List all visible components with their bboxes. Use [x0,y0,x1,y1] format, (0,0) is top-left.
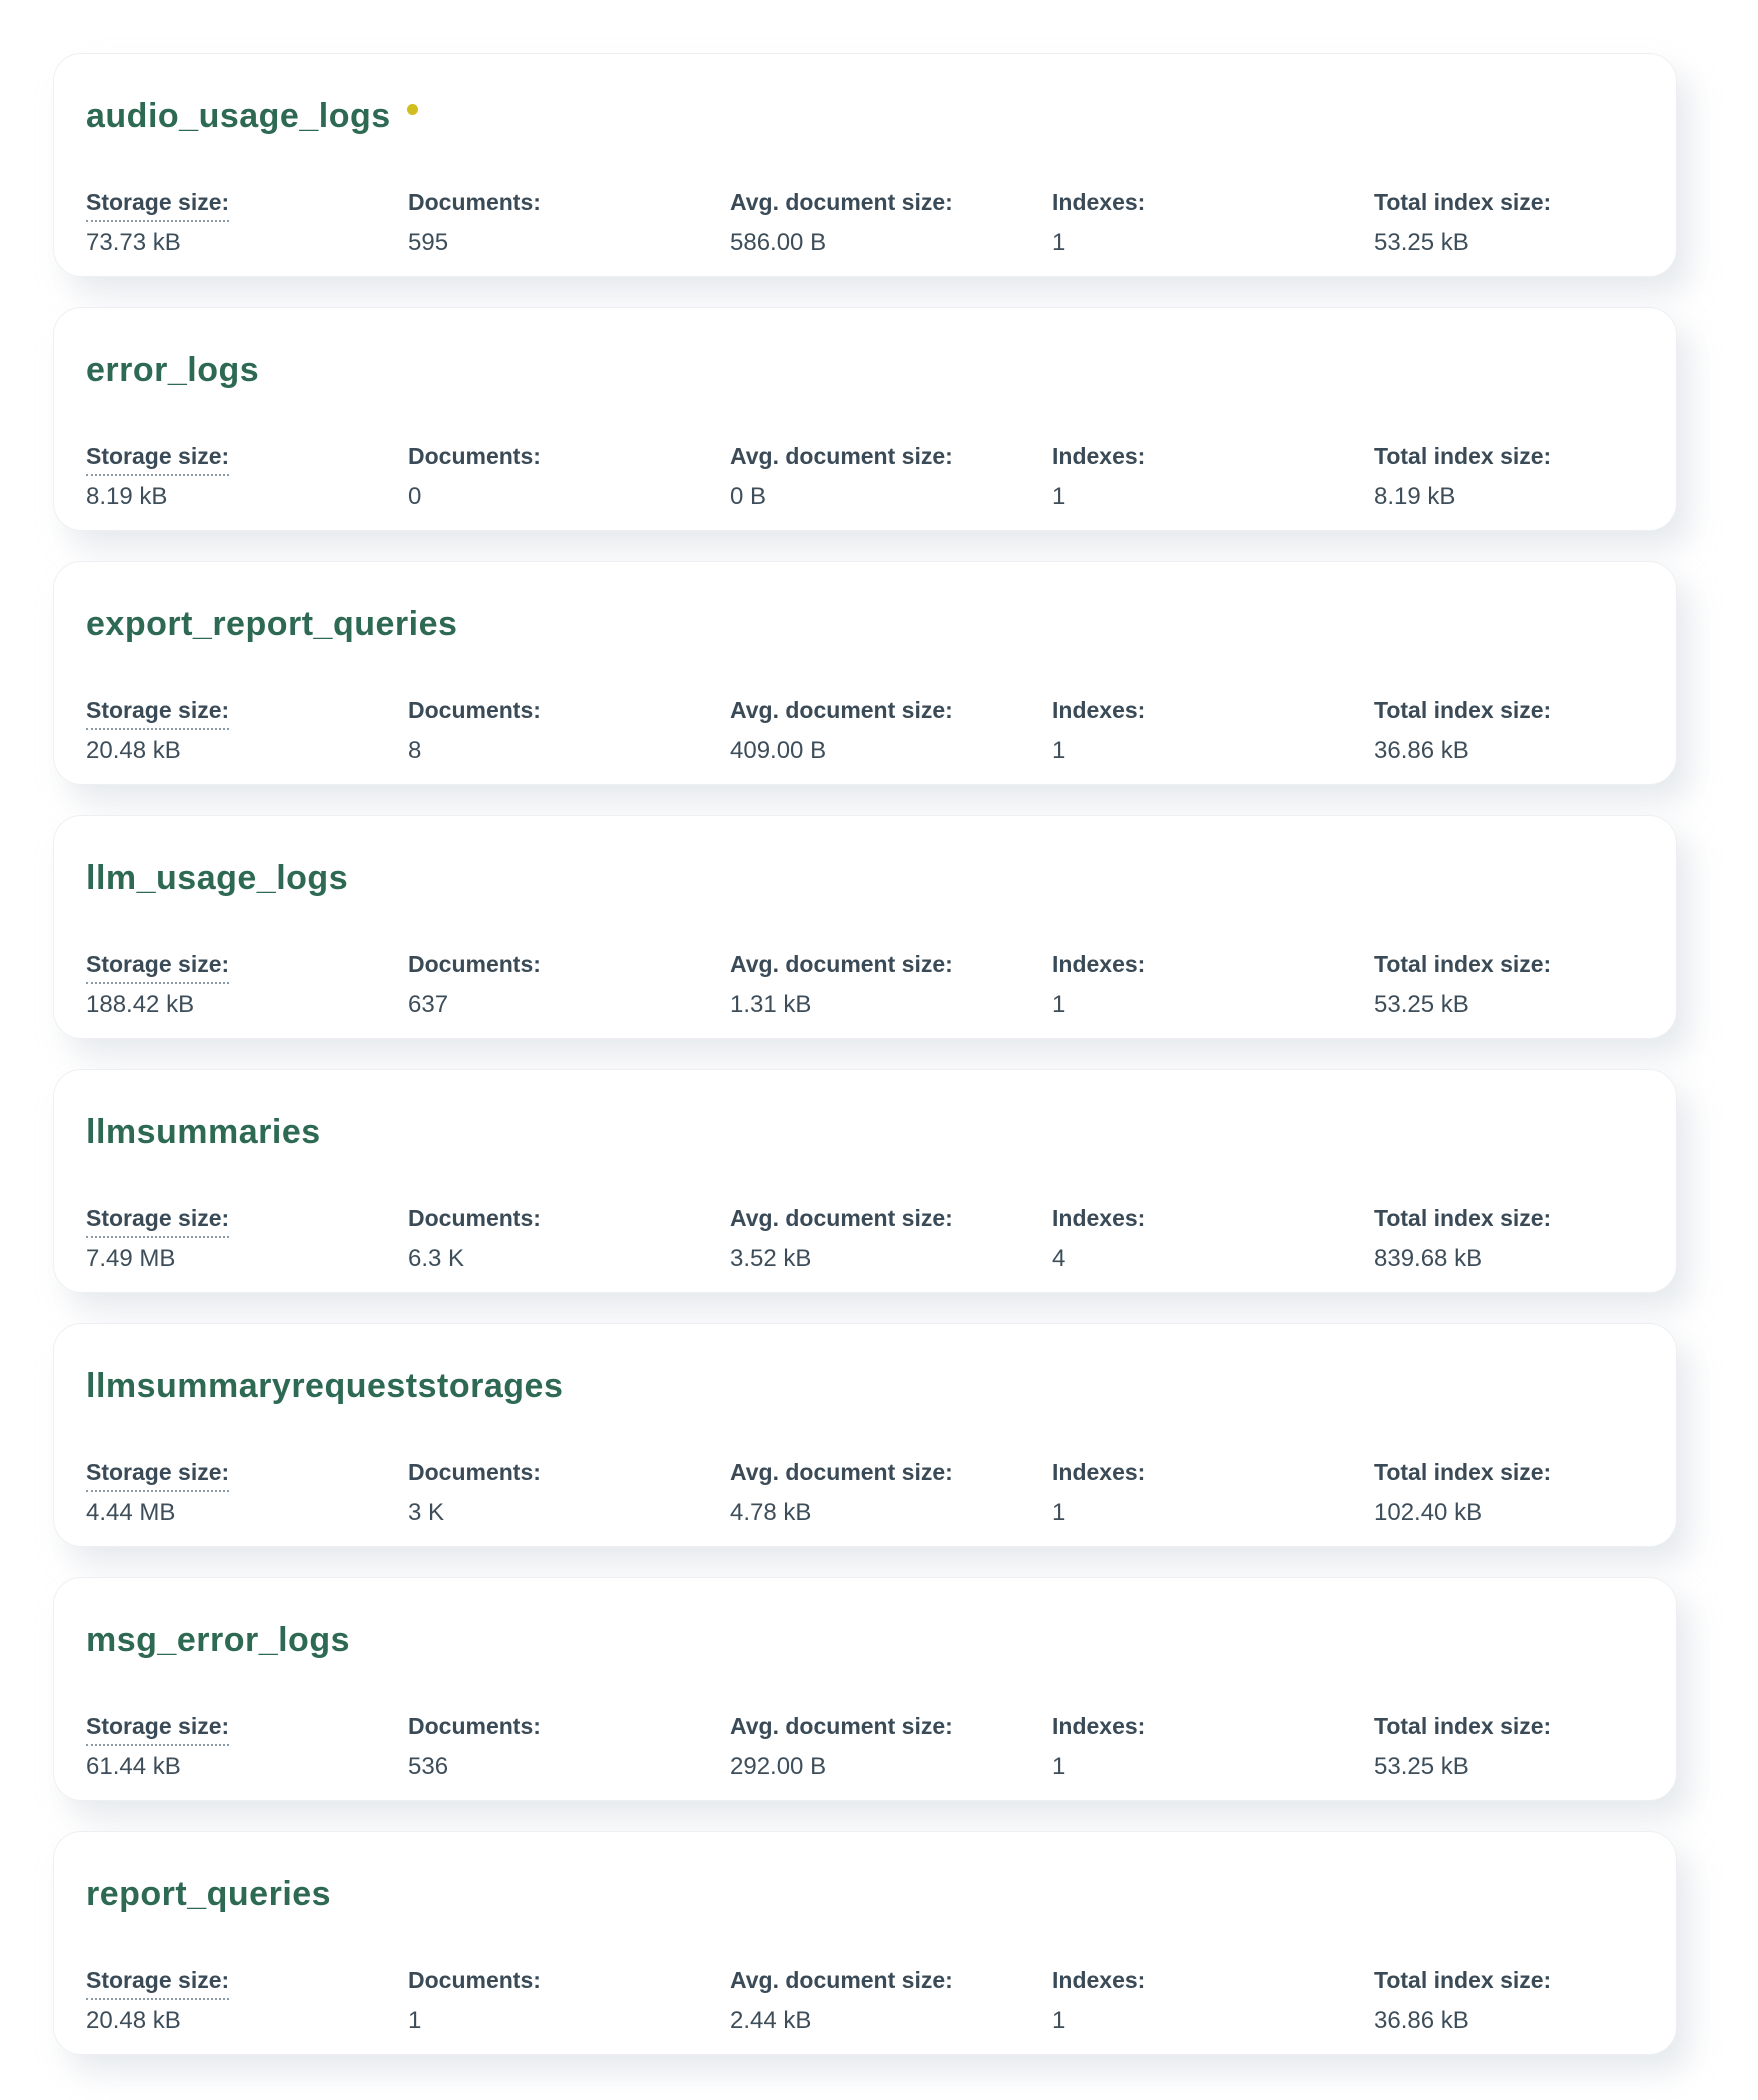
avg-document-size-value: 409.00 B [730,737,827,764]
storage-size-value: 20.48 kB [86,2007,181,2034]
collection-card-header [86,1364,1644,1408]
indexes-label: Indexes: [1052,443,1146,469]
collection-card-header [86,1110,1644,1154]
collection-name-link[interactable]: llmsummaries [86,1113,321,1151]
stat-total-index-size [1374,188,1644,258]
storage-size-label[interactable]: Storage size: [86,442,229,476]
stat-documents [408,1204,730,1274]
documents-value: 8 [408,737,422,764]
storage-size-value: 73.73 kB [86,229,181,256]
total-index-size-value: 36.86 kB [1374,737,1469,764]
avg-document-size-label: Avg. document size: [730,189,953,215]
indexes-label: Indexes: [1052,1459,1146,1485]
total-index-size-label: Total index size: [1374,697,1552,723]
storage-size-value: 4.44 MB [86,1499,176,1526]
total-index-size-label: Total index size: [1374,443,1552,469]
stat-avg-document-size [730,696,1052,766]
stat-indexes [1052,950,1374,1020]
collection-name-link[interactable]: error_logs [86,351,260,389]
total-index-size-value: 36.86 kB [1374,2007,1469,2034]
storage-size-label[interactable]: Storage size: [86,1458,229,1492]
indexes-label: Indexes: [1052,1713,1146,1739]
collection-name-link[interactable]: llmsummaryrequeststorages [86,1367,564,1405]
documents-label: Documents: [408,189,541,215]
collection-name-link[interactable]: report_queries [86,1875,332,1913]
stat-avg-document-size [730,1458,1052,1528]
total-index-size-value: 839.68 kB [1374,1245,1483,1272]
total-index-size-value: 8.19 kB [1374,483,1456,510]
avg-document-size-value: 1.31 kB [730,991,812,1018]
total-index-size-value: 53.25 kB [1374,229,1469,256]
collection-card-header [86,856,1644,900]
avg-document-size-label: Avg. document size: [730,1967,953,1993]
storage-size-value: 188.42 kB [86,991,195,1018]
stat-storage-size [86,442,408,512]
indexes-value: 1 [1052,1499,1066,1526]
avg-document-size-value: 4.78 kB [730,1499,812,1526]
stat-storage-size [86,188,408,258]
collection-card[interactable] [53,1831,1677,2055]
stat-indexes [1052,1712,1374,1782]
storage-size-label[interactable]: Storage size: [86,1966,229,2000]
stat-total-index-size [1374,1966,1644,2036]
total-index-size-label: Total index size: [1374,189,1552,215]
indexes-value: 1 [1052,2007,1066,2034]
collection-card-header [86,1618,1644,1662]
collection-stats [86,950,1644,1020]
collection-stats [86,1966,1644,2036]
collection-name-link[interactable]: msg_error_logs [86,1621,350,1659]
total-index-size-value: 53.25 kB [1374,991,1469,1018]
indexes-value: 1 [1052,1753,1066,1780]
total-index-size-label: Total index size: [1374,1713,1552,1739]
collection-stats [86,696,1644,766]
avg-document-size-value: 292.00 B [730,1753,827,1780]
stat-indexes [1052,1966,1374,2036]
avg-document-size-label: Avg. document size: [730,443,953,469]
stat-total-index-size [1374,1712,1644,1782]
collection-stats [86,1458,1644,1528]
stat-avg-document-size [730,1712,1052,1782]
stat-avg-document-size [730,442,1052,512]
documents-value: 536 [408,1753,449,1780]
collection-name-link[interactable]: llm_usage_logs [86,859,349,897]
documents-value: 0 [408,483,422,510]
documents-value: 1 [408,2007,422,2034]
collection-card-header [86,1872,1644,1916]
documents-label: Documents: [408,1459,541,1485]
collection-name-link[interactable]: audio_usage_logs [86,97,391,135]
indexes-value: 1 [1052,737,1066,764]
indexes-label: Indexes: [1052,951,1146,977]
collection-card-header [86,94,1644,138]
storage-size-value: 61.44 kB [86,1753,181,1780]
documents-value: 3 K [408,1499,445,1526]
total-index-size-value: 53.25 kB [1374,1753,1469,1780]
collection-stats [86,1712,1644,1782]
storage-size-label[interactable]: Storage size: [86,1712,229,1746]
avg-document-size-value: 2.44 kB [730,2007,812,2034]
indexes-value: 4 [1052,1245,1066,1272]
stat-total-index-size [1374,950,1644,1020]
indexes-value: 1 [1052,229,1066,256]
collection-stats [86,1204,1644,1274]
collection-card[interactable] [53,1069,1677,1293]
indexes-label: Indexes: [1052,1205,1146,1231]
documents-label: Documents: [408,1967,541,1993]
documents-label: Documents: [408,1205,541,1231]
storage-size-label[interactable]: Storage size: [86,950,229,984]
avg-document-size-label: Avg. document size: [730,1459,953,1485]
indexes-label: Indexes: [1052,189,1146,215]
avg-document-size-value: 586.00 B [730,229,827,256]
stat-storage-size [86,1712,408,1782]
storage-size-label[interactable]: Storage size: [86,188,229,222]
stat-indexes [1052,1458,1374,1528]
collection-card[interactable] [53,1323,1677,1547]
stat-documents [408,950,730,1020]
storage-size-label[interactable]: Storage size: [86,1204,229,1238]
avg-document-size-label: Avg. document size: [730,1205,953,1231]
avg-document-size-value: 3.52 kB [730,1245,812,1272]
avg-document-size-label: Avg. document size: [730,1713,953,1739]
storage-size-value: 8.19 kB [86,483,168,510]
total-index-size-label: Total index size: [1374,951,1552,977]
stat-indexes [1052,696,1374,766]
stat-documents [408,1712,730,1782]
total-index-size-label: Total index size: [1374,1205,1552,1231]
total-index-size-label: Total index size: [1374,1459,1552,1485]
storage-size-value: 20.48 kB [86,737,181,764]
stat-total-index-size [1374,442,1644,512]
stat-storage-size [86,696,408,766]
collection-card[interactable] [53,1577,1677,1801]
stat-total-index-size [1374,696,1644,766]
stat-storage-size [86,1458,408,1528]
indexes-label: Indexes: [1052,1967,1146,1993]
collection-card[interactable] [53,53,1677,277]
collection-stats [86,442,1644,512]
avg-document-size-label: Avg. document size: [730,697,953,723]
avg-document-size-value: 0 B [730,483,767,510]
stat-documents [408,1966,730,2036]
collection-card[interactable] [53,561,1677,785]
stat-avg-document-size [730,1966,1052,2036]
stat-documents [408,442,730,512]
stat-storage-size [86,1204,408,1274]
collection-card[interactable] [53,815,1677,1039]
documents-label: Documents: [408,443,541,469]
stat-documents [408,696,730,766]
stat-avg-document-size [730,188,1052,258]
documents-value: 595 [408,229,449,256]
storage-size-value: 7.49 MB [86,1245,176,1272]
stat-indexes [1052,188,1374,258]
storage-size-label[interactable]: Storage size: [86,696,229,730]
indexes-value: 1 [1052,991,1066,1018]
total-index-size-label: Total index size: [1374,1967,1552,1993]
collection-card[interactable] [53,307,1677,531]
collection-card-header [86,602,1644,646]
documents-label: Documents: [408,697,541,723]
collection-card-header [86,348,1644,392]
total-index-size-value: 102.40 kB [1374,1499,1483,1526]
stat-total-index-size [1374,1204,1644,1274]
stat-indexes [1052,1204,1374,1274]
collection-name-link[interactable]: export_report_queries [86,605,458,643]
stat-indexes [1052,442,1374,512]
stat-avg-document-size [730,950,1052,1020]
documents-label: Documents: [408,1713,541,1739]
stat-documents [408,1458,730,1528]
stat-storage-size [86,950,408,1020]
indexes-label: Indexes: [1052,697,1146,723]
stat-avg-document-size [730,1204,1052,1274]
new-collection-indicator-dot [407,104,418,115]
stat-total-index-size [1374,1458,1644,1528]
collection-stats [86,188,1644,258]
stat-storage-size [86,1966,408,2036]
documents-label: Documents: [408,951,541,977]
documents-value: 637 [408,991,449,1018]
documents-value: 6.3 K [408,1245,465,1272]
indexes-value: 1 [1052,483,1066,510]
collections-list [53,53,1758,2055]
stat-documents [408,188,730,258]
avg-document-size-label: Avg. document size: [730,951,953,977]
